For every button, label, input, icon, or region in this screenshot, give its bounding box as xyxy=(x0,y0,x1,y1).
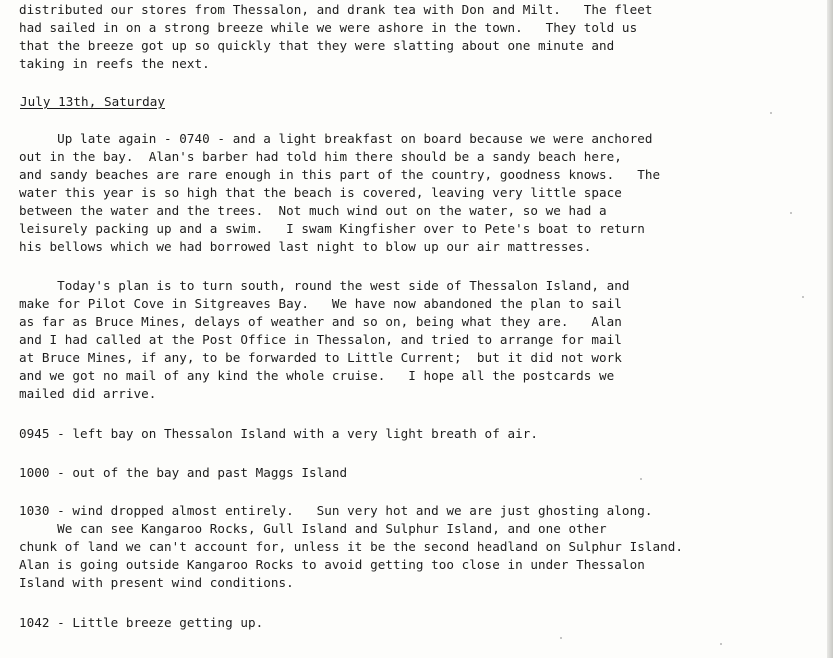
paragraph-3-line-7: mailed did arrive. xyxy=(19,386,157,401)
paragraph-3-line-4: and I had called at the Post Office in Thessalon, and tried to arrange for mail xyxy=(19,332,622,347)
scan-speck xyxy=(770,112,772,114)
date-heading: July 13th, Saturday xyxy=(20,94,166,109)
log-entry-1030-line-2: We can see Kangaroo Rocks, Gull Island and Sulphur Island, and one other xyxy=(19,521,607,536)
paragraph-3-line-1: Today's plan is to turn south, round the west side of Thessalon Island, and xyxy=(19,278,630,293)
paragraph-1-line-3: that the breeze got up so quickly that they were slatting about one minute and xyxy=(19,38,615,53)
paragraph-3-line-3: as far as Bruce Mines, delays of weather and so on, being what they are. Alan xyxy=(19,314,622,329)
paragraph-2-line-7: his bellows which we had borrowed last night to blow up our air mattresses. xyxy=(19,239,592,254)
log-entry-1000: 1000 - out of the bay and past Maggs Island xyxy=(19,465,348,480)
log-entry-0945: 0945 - left bay on Thessalon Island with a very light breath of air. xyxy=(19,426,538,441)
paragraph-3-line-5: at Bruce Mines, if any, to be forwarded to Little Current; but it did not work xyxy=(19,350,622,365)
scan-speck xyxy=(790,212,792,214)
scan-speck xyxy=(720,643,722,645)
log-entry-1030-line-4: Alan is going outside Kangaroo Rocks to avoid getting too close in under Thessalon xyxy=(19,557,645,572)
paragraph-2-line-5: between the water and the trees. Not much wind out on the water, so we had a xyxy=(19,203,607,218)
log-entry-1030-line-3: chunk of land we can't account for, unless it be the second headland on Sulphur Island. xyxy=(19,539,683,554)
log-entry-1030-line-1: 1030 - wind dropped almost entirely. Sun very hot and we are just ghosting along. xyxy=(19,503,653,518)
scan-edge xyxy=(827,0,833,658)
log-entry-1042: 1042 - Little breeze getting up. xyxy=(19,615,264,630)
paragraph-1-line-4: taking in reefs the next. xyxy=(19,56,210,71)
paragraph-2-line-3: and sandy beaches are rare enough in this part of the country, goodness knows. The xyxy=(19,167,661,182)
scan-speck xyxy=(802,296,804,298)
paragraph-2-line-1: Up late again - 0740 - and a light breakfast on board because we were anchored xyxy=(19,131,653,146)
paragraph-3-line-2: make for Pilot Cove in Sitgreaves Bay. We have now abandoned the plan to sail xyxy=(19,296,622,311)
log-entry-1030-line-5: Island with present wind conditions. xyxy=(19,575,294,590)
scan-speck xyxy=(640,478,642,480)
scan-speck xyxy=(560,637,562,639)
paragraph-3-line-6: and we got no mail of any kind the whole cruise. I hope all the postcards we xyxy=(19,368,615,383)
paragraph-1-line-2: had sailed in on a strong breeze while we were ashore in the town. They told us xyxy=(19,20,638,35)
paragraph-2-line-4: water this year is so high that the beach is covered, leaving very little space xyxy=(19,185,622,200)
paragraph-1-line-1: distributed our stores from Thessalon, and drank tea with Don and Milt. The fleet xyxy=(19,2,653,17)
paragraph-2-line-6: leisurely packing up and a swim. I swam Kingfisher over to Pete's boat to return xyxy=(19,221,645,236)
paragraph-2-line-2: out in the bay. Alan's barber had told him there should be a sandy beach here, xyxy=(19,149,622,164)
